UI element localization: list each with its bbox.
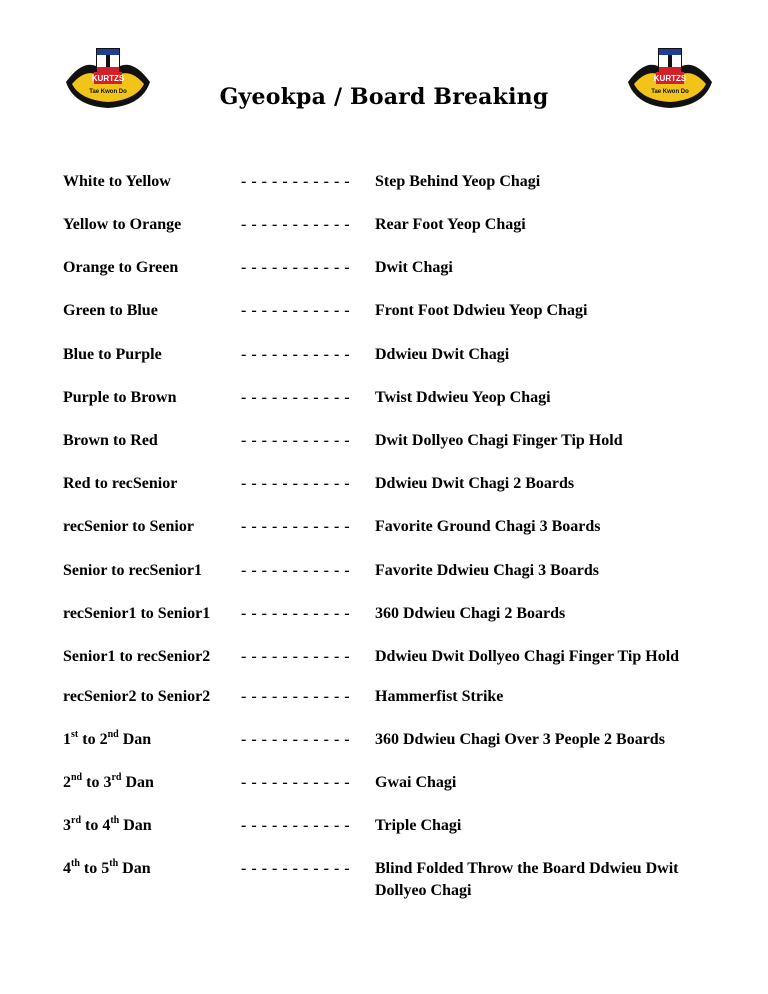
ordinal-suffix: nd (107, 728, 119, 740)
rank-transition: Senior1 to recSenior2 (63, 648, 211, 665)
rank-transition: recSenior1 to Senior1 (63, 605, 211, 622)
rank-text: to 2 (78, 731, 108, 748)
board-break-technique: Dwit Chagi (375, 259, 453, 276)
rank-transition: recSenior to Senior (63, 518, 194, 535)
dash-separator: - - - - - - - - - - - (241, 817, 351, 834)
rank-transition: Purple to Brown (63, 389, 177, 406)
dash-separator: - - - - - - - - - - - (241, 688, 351, 705)
dash-separator: - - - - - - - - - - - (241, 562, 351, 579)
board-break-technique: Front Foot Ddwieu Yeop Chagi (375, 302, 588, 319)
dash-separator: - - - - - - - - - - - (241, 259, 351, 276)
rank-text: 4 (63, 860, 71, 877)
board-break-technique: Dwit Dollyeo Chagi Finger Tip Hold (375, 432, 623, 449)
rank-transition: recSenior2 to Senior2 (63, 688, 211, 705)
ordinal-suffix: st (71, 728, 79, 740)
logo-text-2: Tae Kwon Do (651, 89, 689, 95)
rank-transition: Orange to Green (63, 259, 179, 276)
board-break-technique: Triple Chagi (375, 817, 462, 834)
dash-separator: - - - - - - - - - - - (241, 432, 351, 449)
board-break-technique: Favorite Ddwieu Chagi 3 Boards (375, 562, 599, 579)
rank-text: Dan (119, 817, 152, 834)
rank-text: Dan (118, 860, 151, 877)
dash-separator: - - - - - - - - - - - (241, 475, 351, 492)
rank-text: to 3 (82, 774, 112, 791)
rank-transition (63, 729, 151, 751)
dash-separator: - - - - - - - - - - - (241, 216, 351, 233)
rank-transition: Green to Blue (63, 302, 158, 319)
rank-transition (63, 858, 151, 880)
dash-separator: - - - - - - - - - - - (241, 302, 351, 319)
dash-separator: - - - - - - - - - - - (241, 648, 351, 665)
board-break-technique: Gwai Chagi (375, 774, 457, 791)
rank-text: to 4 (81, 817, 111, 834)
ordinal-suffix: th (109, 857, 119, 869)
rank-transition: Senior to recSenior1 (63, 562, 202, 579)
rank-transition (63, 772, 154, 794)
ordinal-suffix: nd (71, 771, 83, 783)
board-break-technique: 360 Ddwieu Chagi 2 Boards (375, 605, 566, 622)
ordinal-suffix: th (110, 814, 120, 826)
rank-transition: Yellow to Orange (63, 216, 182, 233)
board-break-technique: Step Behind Yeop Chagi (375, 173, 541, 190)
rank-transition: Red to recSenior (63, 475, 178, 492)
logo-text-1: KURTZS (653, 74, 687, 83)
board-break-technique: Favorite Ground Chagi 3 Boards (375, 518, 601, 535)
dash-separator: - - - - - - - - - - - (241, 173, 351, 190)
board-break-technique: Hammerfist Strike (375, 688, 504, 705)
board-break-technique: 360 Ddwieu Chagi Over 3 People 2 Boards (375, 731, 665, 748)
dash-separator: - - - - - - - - - - - (241, 389, 351, 406)
logo-text-1: KURTZS (91, 74, 125, 83)
rank-transition: White to Yellow (63, 173, 171, 190)
dash-separator: - - - - - - - - - - - (241, 605, 351, 622)
page-title: Gyeokpa / Board Breaking (219, 84, 549, 110)
rank-transition (63, 815, 152, 837)
dash-separator: - - - - - - - - - - - (241, 346, 351, 363)
rank-transition: Brown to Red (63, 432, 158, 449)
board-break-technique: Ddwieu Dwit Dollyeo Chagi Finger Tip Hold (375, 648, 680, 665)
rank-text: Dan (121, 774, 154, 791)
rank-text: 1 (63, 731, 71, 748)
rank-text: 3 (63, 817, 71, 834)
logo-text-2: Tae Kwon Do (89, 89, 127, 95)
rank-text: to 5 (79, 860, 110, 877)
board-break-technique: Blind Folded Throw the Board Ddwieu Dwit Dollyeo Chagi (375, 860, 679, 899)
board-break-technique: Twist Ddwieu Yeop Chagi (375, 389, 551, 406)
dash-separator: - - - - - - - - - - - (241, 731, 351, 748)
dash-separator: - - - - - - - - - - - (241, 518, 351, 535)
board-break-technique: Ddwieu Dwit Chagi (375, 346, 510, 363)
dash-separator: - - - - - - - - - - - (241, 860, 351, 877)
ordinal-suffix: rd (111, 771, 122, 783)
board-break-technique: Rear Foot Yeop Chagi (375, 216, 526, 233)
ordinal-suffix: rd (71, 814, 81, 826)
rank-text: 2 (63, 774, 71, 791)
rank-text: Dan (118, 731, 152, 748)
ordinal-suffix: th (71, 857, 80, 869)
rank-transition: Blue to Purple (63, 346, 162, 363)
dash-separator: - - - - - - - - - - - (241, 774, 351, 791)
board-break-technique: Ddwieu Dwit Chagi 2 Boards (375, 475, 575, 492)
